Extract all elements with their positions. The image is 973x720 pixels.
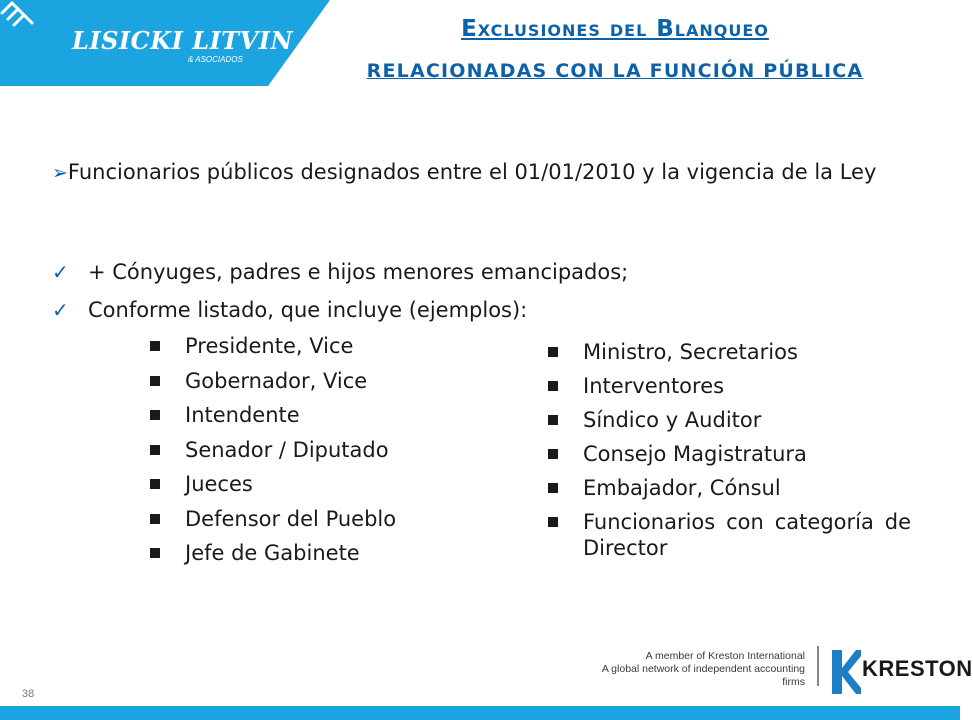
square-bullet-icon	[150, 410, 160, 420]
check-item	[52, 260, 628, 284]
slide-title: Exclusiones del Blanqueo	[461, 16, 769, 42]
square-bullet-icon	[150, 445, 160, 455]
list-item-text: Gobernador, Vice	[185, 368, 368, 393]
square-bullet-icon	[150, 341, 160, 351]
list-item-text: Intendente	[185, 403, 300, 427]
list-item	[150, 437, 396, 463]
list-item-text: Síndico y Auditor	[583, 408, 762, 432]
check-item-text: Conforme listado, que incluye (ejemplos):	[88, 298, 528, 322]
member-line-2: A global network of independent accounting firms	[601, 663, 805, 688]
list-item-text: Jueces	[185, 472, 253, 496]
lead-paragraph	[52, 156, 910, 189]
square-bullet-icon	[548, 381, 558, 391]
square-bullet-icon	[548, 517, 558, 527]
list-item-text: Presidente, Vice	[185, 334, 354, 358]
lead-text: Funcionarios públicos designados entre el 01/01/2010 y la vigencia de la Ley	[67, 160, 877, 184]
list-item-text: Interventores	[583, 374, 725, 398]
square-bullet-icon	[548, 483, 558, 493]
square-bullet-icon	[548, 449, 558, 459]
list-item	[548, 373, 911, 399]
checkmark-icon: ✓	[52, 260, 69, 284]
list-item	[150, 540, 396, 566]
list-item-text: Defensor del Pueblo	[185, 506, 397, 531]
list-item-text: Consejo Magistratura	[583, 442, 807, 466]
handshake-icon	[0, 0, 34, 26]
member-line-1: A member of Kreston International	[645, 650, 805, 662]
check-item	[52, 298, 527, 322]
square-bullet-icon	[150, 548, 160, 558]
list-item-text: Embajador, Cónsul	[583, 476, 781, 500]
header-logo-band	[0, 0, 330, 86]
footer-divider	[817, 646, 819, 686]
logo-text: LISICKI LITVIN	[72, 26, 293, 55]
list-item	[150, 402, 396, 428]
arrow-bullet-icon: ➢	[52, 162, 68, 184]
left-role-list	[150, 333, 396, 575]
kreston-k-icon	[830, 648, 862, 696]
kreston-logo-text: KRESTON	[862, 656, 973, 681]
list-item	[548, 441, 911, 467]
list-item	[548, 339, 911, 365]
logo-subtext: & ASOCIADOS	[188, 55, 243, 64]
list-item	[150, 333, 396, 359]
slide-subtitle: RELACIONADAS CON LA FUNCIÓN PÚBLICA	[366, 60, 864, 82]
square-bullet-icon	[150, 376, 160, 386]
kreston-membership-note	[600, 650, 805, 689]
list-item-text: Senador / Diputado	[185, 437, 389, 462]
square-bullet-icon	[548, 415, 558, 425]
checkmark-icon: ✓	[52, 298, 69, 322]
list-item	[548, 509, 911, 561]
list-item	[150, 368, 396, 394]
list-item	[548, 407, 911, 433]
square-bullet-icon	[150, 479, 160, 489]
square-bullet-icon	[548, 347, 558, 357]
list-item-text: Jefe de Gabinete	[185, 541, 360, 565]
list-item-text: Funcionarios con categoría de Director	[583, 510, 911, 560]
list-item	[150, 471, 396, 497]
check-item-text: + Cónyuges, padres e hijos menores emancipados;	[88, 260, 629, 284]
page-number: 38	[22, 688, 35, 700]
right-role-list	[548, 339, 911, 569]
square-bullet-icon	[150, 514, 160, 524]
bottom-color-bar	[0, 706, 960, 720]
list-item-text: Ministro, Secretarios	[583, 340, 798, 364]
list-item	[150, 506, 396, 532]
list-item	[548, 475, 911, 501]
